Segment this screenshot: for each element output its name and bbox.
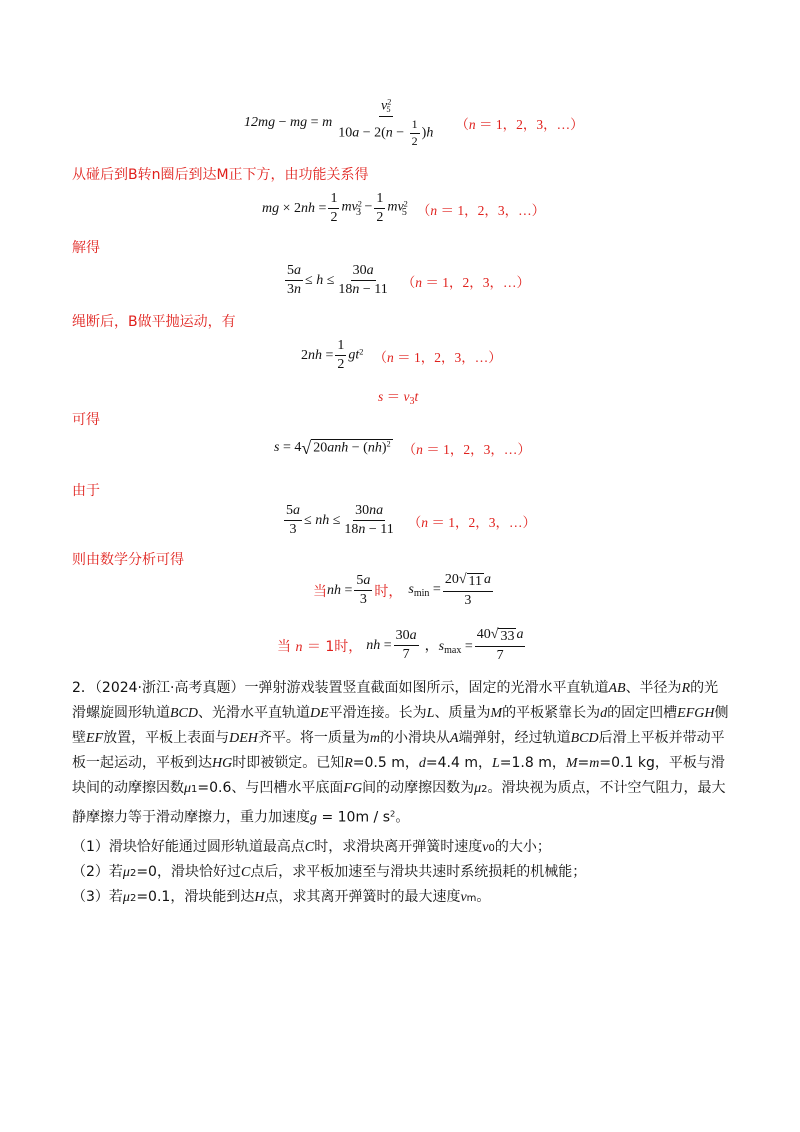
solution-text-solve: 解得 bbox=[72, 240, 100, 256]
question-2: （2）若μ2=0，滑块恰好过C点后，求平板加速至与滑块共速时系统损耗的机械能； bbox=[72, 864, 587, 880]
equation-s-expression: s = 4 √ 20anh − (nh)$^2$ （n ＝ 1，2，3，…） bbox=[274, 438, 531, 458]
question-1: （1）滑块恰好能通过圆形轨道最高点C时，求滑块离开弹簧时速度v0的大小； bbox=[72, 839, 551, 855]
problem-source: （2024·浙江·高考真题） bbox=[94, 680, 245, 696]
equation-horizontal-distance: $s = v_3t$ bbox=[378, 389, 419, 407]
solution-text-since: 由于 bbox=[72, 483, 100, 499]
equation-nh-range: $\frac{5a}{3}$ ≤ nh ≤ $\frac{30na}{18n - 11}$ （n ＝ 1，2，3，…） bbox=[286, 503, 537, 538]
equation-h-range: $\frac{5a}{3n}$ ≤ h ≤ $\frac{30a}{18n - 11}$ （n ＝ 1，2，3，…） bbox=[287, 263, 531, 298]
solution-text-energy: 从碰后到B转n圈后到达M正下方，由功能关系得 bbox=[72, 167, 369, 183]
equation-energy: mg × 2nh = $\frac{1}{2}$ $mv^2_3$ − $\frac{1}{2}$ $mv^2_5$ （n ＝ 1，2，3，…） bbox=[262, 191, 546, 226]
solution-text-result: 可得 bbox=[72, 412, 100, 428]
equation-fall-time: 2nh = $\frac{1}{2}$ $gt^2$ （n ＝ 1，2，3，…） bbox=[301, 338, 502, 373]
equation-s-min: 当 nh = $\frac{5a}{3}$ 时， $s_{min}$ = 20 √ 11 a 3 bbox=[313, 572, 491, 609]
solution-text-analysis: 则由数学分析可得 bbox=[72, 552, 184, 568]
equation-s-max: 当 n ＝ 1时， nh = $\frac{30a}{7}$ ，$s_{max}$ = 40 √ 33 a 7 bbox=[277, 627, 524, 664]
eq8-prefix: 当 bbox=[313, 583, 327, 600]
solution-text-projectile: 绳断后，B做平抛运动，有 bbox=[72, 314, 236, 330]
equation-newton-second-law: 12mg − mg = m $v^2_5$ 10a − 2(n − $\frac{1}{2}$ )h （n ＝ 1，2，3，…） bbox=[244, 98, 584, 148]
problem-2-statement: 2．（2024·浙江·高考真题）一弹射游戏装置竖直截面如图所示，固定的光滑水平直轨道AB、半径为R的光滑螺旋圆形轨道BCD、光滑水平直轨道DE平滑连接。长为L、质量为M的平板紧靠长为d的固定凹槽EFGH侧壁EF放置，平板上表面与DEH齐平。将一质量为m的小滑块从A端弹射，经过轨道BCD后滑上平板并带动平板一起运动，平板到达HG时即被锁定。已知R=0.5 m，d=4.4 m，L=1.8 m，M=m=0.1 kg，平板与滑块间的动摩擦因数μ1=0.6、与凹槽水平底面FG间的动摩擦因数为μ2。滑块视为质点，不计空气阻力，最大静摩擦力等于滑动摩擦力，重力加速度$g = 10m / s^2$。 bbox=[72, 680, 729, 826]
eq8-mid: 时， bbox=[374, 583, 403, 600]
question-3: （3）若μ2=0.1，滑块能到达H点，求其离开弹簧时的最大速度vm。 bbox=[72, 889, 491, 905]
problem-number: 2． bbox=[72, 680, 95, 696]
